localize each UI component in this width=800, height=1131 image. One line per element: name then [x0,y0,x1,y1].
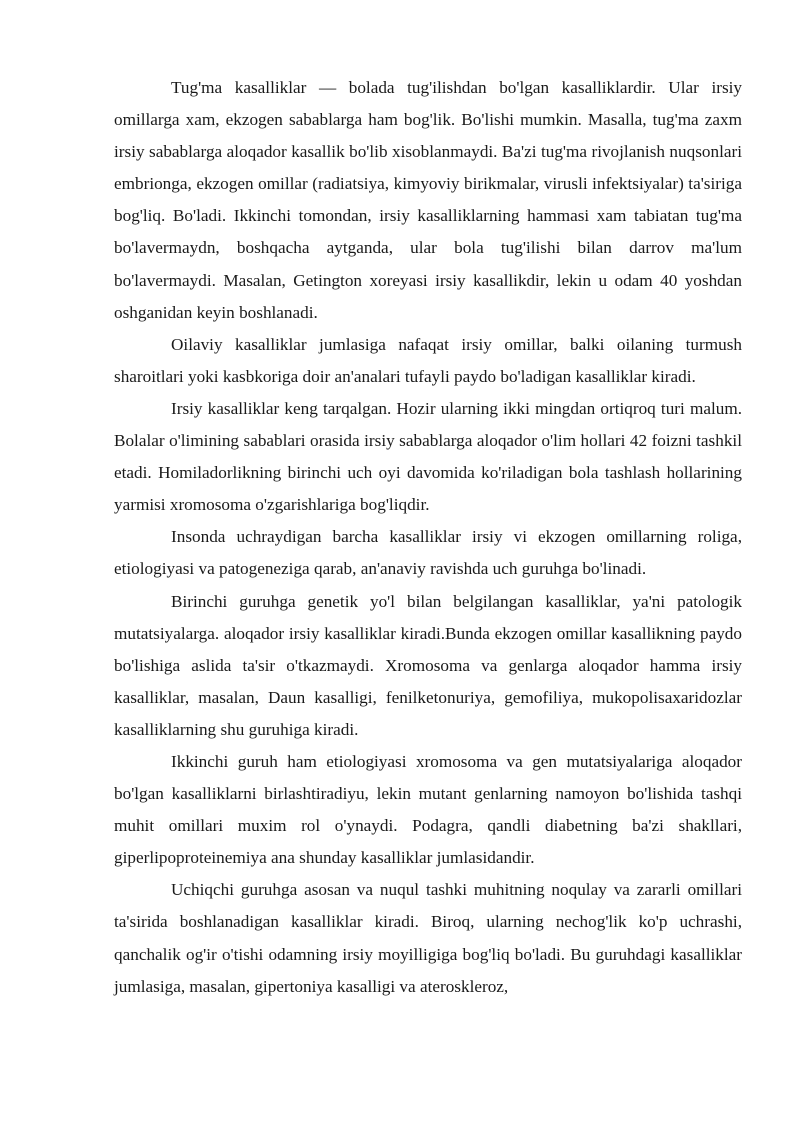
paragraph-hereditary-prevalence: Irsiy kasalliklar keng tarqalgan. Hozir ularning ikki mingdan ortiqroq turi malum. Bolalar o'limining sabablari orasida irsiy sabablarga aloqador o'lim hollari 42 foizni tashkil etadi. Homiladorlikning birinchi uch oyi davomida ko'riladigan bola tashlash hollarining yarmisi xromosoma o'zgarishlariga bog'liqdir. [114,398,742,515]
paragraph-family-diseases: Oilaviy kasalliklar jumlasiga nafaqat irsiy omillar, balki oilaning turmush sharoitlari yoki kasbkoriga doir an'analari tufayli paydo bo'ladigan kasalliklar kiradi. [114,334,742,386]
paragraph-second-group: Ikkinchi guruh ham etiologiyasi xromosoma va gen mutatsiyalariga aloqador bo'lgan kasalliklarni birlashtiradiyu, lekin mutant genlarning namoyon bo'lishida tashqi muhit omillari muxim rol o'ynaydi. Podagra, qandli diabetning ba'zi shakllari, giperlipoproteinemiya ana shunday kasalliklar jumlasidandir. [114,751,742,868]
paragraph-third-group: Uchiqchi guruhga asosan va nuqul tashki muhitning noqulay va zararli omillari ta'sirida boshlanadigan kasalliklar kiradi. Biroq, ularning nechog'lik ko'p uchrashi, qanchalik og'ir o'tishi odamning irsiy moyilligiga bog'liq bo'ladi. Bu guruhdagi kasalliklar jumlasiga, masalan, gipertoniya kasalligi va ateroskleroz, [114,880,742,996]
paragraph-first-group: Birinchi guruhga genetik yo'l bilan belgilangan kasalliklar, ya'ni patologik mutatsiyalarga. aloqador irsiy kasalliklar kiradi.Bunda ekzogen omillar kasallikning paydo bo'lishiga aslida ta'sir o'tkazmaydi. Xromosoma va genlarga aloqador hamma irsiy kasalliklar, masalan, Daun kasalligi, fenilketonuriya, gemofiliya, mukopolisaxaridozlar kasalliklarning shu guruhiga kiradi. [114,591,742,739]
document-page [114,72,742,1003]
paragraph-congenital-diseases: Tug'ma kasalliklar — bolada tug'ilishdan bo'lgan kasalliklardir. Ular irsiy omillarga xam, ekzogen sabablarga ham bog'lik. Bo'lishi mumkin. Masalla, tug'ma zaxm irsiy sabablarga aloqador kasallik bo'lib xisoblanmaydi. Ba'zi tug'ma rivojlanish nuqsonlari embrionga, ekzogen omillar (radiatsiya, kimyoviy birikmalar, virusli infektsiyalar) ta'siriga bog'liq. Bo'ladi. Ikkinchi tomondan, irsiy kasalliklarning hammasi xam tabiatan tug'ma bo'lavermaydn, boshqacha aytganda, ular bola tug'ilishi bilan darrov ma'lum bo'lavermaydi. Masalan, Getington xoreyasi irsiy kasallikdir, lekin u odam 40 yoshdan oshganidan keyin boshlanadi. [114,78,742,322]
paragraph-three-groups: Insonda uchraydigan barcha kasalliklar irsiy vi ekzogen omillarning roliga, etiologiyasi va patogeneziga qarab, an'anaviy ravishda uch guruhga bo'linadi. [114,527,742,579]
